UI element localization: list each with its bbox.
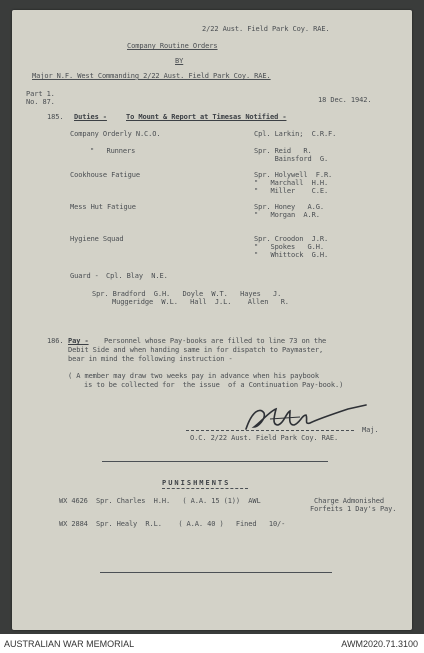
guard-label: Guard -	[70, 272, 99, 280]
archive-footer	[0, 634, 424, 653]
duty-name: " Miller C.E.	[254, 187, 329, 195]
duty-name: " Marchall H.H.	[254, 179, 329, 187]
duty-name: " Morgan A.R.	[254, 211, 320, 219]
document-title: Company Routine Orders	[127, 42, 218, 50]
signature-title: O.C. 2/22 Aust. Field Park Coy. RAE.	[190, 434, 339, 442]
item-185-heading: Duties -	[74, 113, 107, 121]
by-label: BY	[175, 57, 184, 65]
item-185-number: 185.	[47, 113, 64, 121]
part-label: Part 1.	[26, 90, 55, 98]
punishments-heading: PUNISHMENTS	[162, 479, 231, 487]
duty-label: Mess Hut Fatigue	[70, 203, 136, 211]
guard-row-2: Muggeridge W.L. Hall J.L. Allen R.	[112, 298, 289, 306]
duty-name: Bainsford G.	[254, 155, 329, 163]
duty-name: Cpl. Larkin; C.R.F.	[254, 130, 337, 138]
guard-cpl: Cpl. Blay N.E.	[106, 272, 168, 280]
handwritten-signature	[240, 403, 370, 433]
pay-line: Personnel whose Pay-books are filled to line 73 on the	[104, 337, 327, 345]
duty-label: " Runners	[90, 147, 136, 155]
end-rule	[100, 572, 332, 573]
duty-name: Spr. Honey A.G.	[254, 203, 324, 211]
pay-note: is to be collected for the issue of a Continuation Pay-book.)	[84, 381, 344, 389]
number-label: No. 87.	[26, 98, 55, 106]
footer-institution: AUSTRALIAN WAR MEMORIAL	[4, 639, 135, 649]
duty-name: Spr. Reid R.	[254, 147, 312, 155]
item-185-subheading: To Mount & Report at Timesas Notified -	[126, 113, 287, 121]
duty-name: Spr. Holywell F.R.	[254, 171, 333, 179]
pay-line: Debit Side and when handing same in for dispatch to Paymaster,	[68, 346, 324, 354]
section-divider	[102, 461, 328, 462]
pay-note: ( A member may draw two weeks pay in advance when his paybook	[68, 372, 319, 380]
punishment-entry: WX 4626 Spr. Charles H.H. ( A.A. 15 (1)) AWL	[59, 497, 261, 505]
duty-label: Company Orderly N.C.O.	[70, 130, 161, 138]
document-page	[12, 10, 412, 630]
guard-row-1: Spr. Bradford G.H. Doyle W.T. Hayes J.	[92, 290, 282, 298]
punishments-underline	[162, 488, 248, 489]
signature-rank: Maj.	[362, 426, 379, 434]
duty-label: Hygiene Squad	[70, 235, 124, 243]
item-186-number: 186.	[47, 337, 64, 345]
item-186-heading: Pay -	[68, 337, 89, 345]
duty-label: Cookhouse Fatigue	[70, 171, 140, 179]
footer-accession: AWM2020.71.3100	[341, 639, 418, 649]
commander-line: Major N.F. West Commanding 2/22 Aust. Field Park Coy. RAE.	[32, 72, 271, 80]
duty-name: " Spokes G.H.	[254, 243, 324, 251]
punishment-entry: WX 2884 Spr. Healy R.L. ( A.A. 40 ) Fined 10/-	[59, 520, 286, 528]
pay-line: bear in mind the following instruction -	[68, 355, 233, 363]
punishment-outcome: Forfeits 1 Day's Pay.	[310, 505, 397, 513]
signature-rule	[186, 430, 354, 431]
duty-name: Spr. Croodon J.R.	[254, 235, 329, 243]
header-unit: 2/22 Aust. Field Park Coy. RAE.	[202, 25, 330, 33]
order-date: 18 Dec. 1942.	[318, 96, 372, 104]
punishment-outcome: Charge Admonished	[314, 497, 384, 505]
duty-name: " Whittock G.H.	[254, 251, 329, 259]
